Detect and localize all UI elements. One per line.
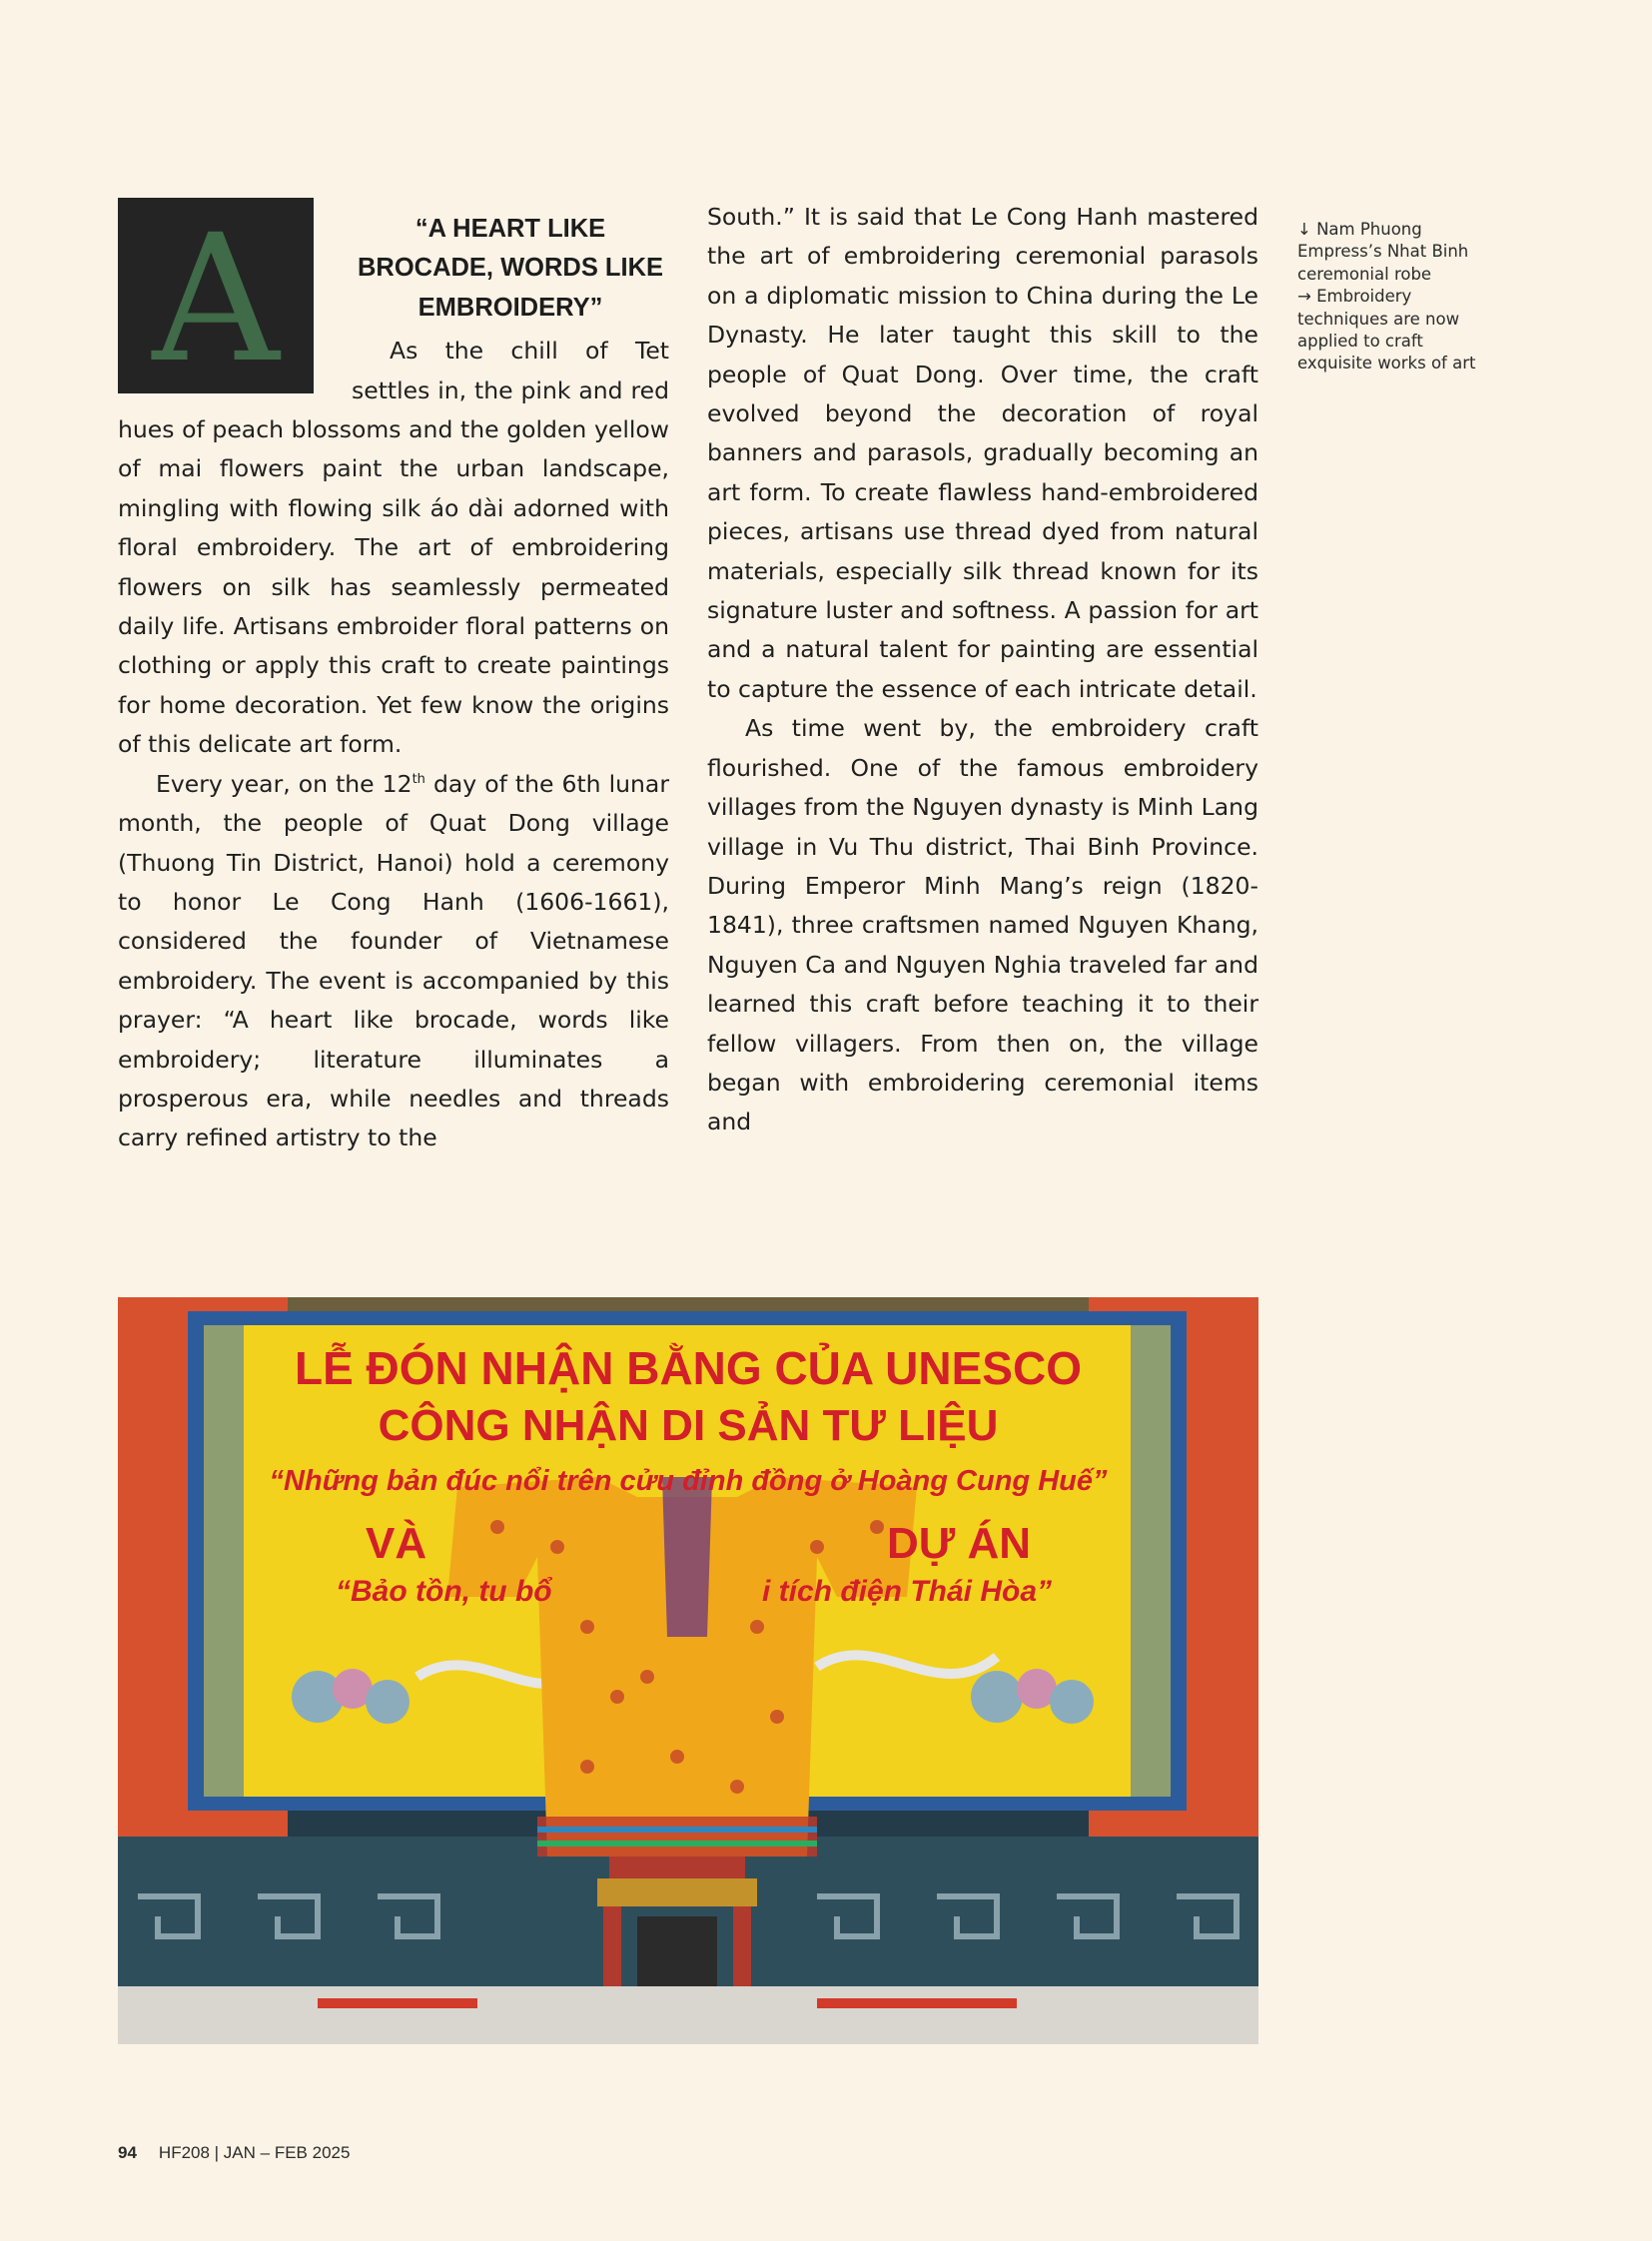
drop-cap-letter: A [152,197,280,401]
article-column-1 [118,198,669,1158]
paragraph: As the chill of Tet settles in, the pink and red hues of peach blossoms and the golden yellow of mai flowers paint the urban landscape, mingling with flowing silk áo dài adorned with floral embroidery. The art of embroidering flowers on silk has seamlessly permeated daily life. Artisans embroider floral patterns on clothing or apply this craft to create paintings for home decoration. Yet few know the origins of this delicate art form. [118,337,669,759]
banner-line: i tích điện Thái Hòa” [762,1575,1053,1608]
photo-caption [1297,219,1487,375]
banner-line: “Bảo tồn, tu bổ [336,1575,552,1608]
banner-line: LỄ ĐÓN NHẬN BẰNG CỦA UNESCO [295,1342,1082,1394]
ordinal-suffix: th [412,771,425,787]
page-footer [118,2143,350,2163]
issue-info: HF208 | JAN – FEB 2025 [158,2143,351,2162]
caption-line: → Embroidery techniques are now applied to craft exquisite works of art [1297,287,1476,374]
paragraph: South.” It is said that Le Cong Hanh mastered the art of embroidering ceremonial parasols on a diplomatic mission to China during the Le Dynasty. He later taught this skill to the people of Quat Dong. Over time, the craft evolved beyond the decoration of royal banners and parasols, gradually becoming an art form. To create flawless hand-embroidered pieces, artisans use thread dyed from natural materials, especially silk thread known for its signature luster and softness. A passion for art and a natural talent for painting are essential to capture the essence of each intricate detail. [707,203,1258,703]
robe-photo [118,1297,1258,2044]
paragraph-text: day of the 6th lunar month, the people of Quat Dong village (Thuong Tin District, Hanoi) hold a ceremony to honor Le Cong Hanh (1606-1661), considered the founder of Vietnamese embroidery. The event is accompanied by this prayer: “A heart like brocade, words like embroidery; literature illuminates a prosperous era, while needles and threads carry refined artistry to the [118,769,669,1152]
banner-line: CÔNG NHẬN DI SẢN TƯ LIỆU [378,1401,999,1450]
paragraph [118,765,669,1158]
banner-line: VÀ [366,1519,427,1568]
paragraph-text: Every year, on the 12 [156,769,413,798]
wooden-stand [609,1857,745,1878]
caption-line: ↓ Nam Phuong Empress’s Nhat Binh ceremonial robe [1297,220,1469,284]
drop-cap [118,197,314,401]
page-number: 94 [118,2143,137,2162]
section-heading: “A HEART LIKE BROCADE, WORDS LIKE EMBROIDERY” [358,215,663,322]
paragraph: As time went by, the embroidery craft flourished. One of the famous embroidery villages from the Nguyen dynasty is Minh Lang village in Vu Thu district, Thai Binh Province. During Emperor Minh Mang’s reign (1820-1841), three craftsmen named Nguyen Khang, Nguyen Ca and Nguyen Nghia traveled far and learned this craft before teaching it to their fellow villagers. From then on, the village began with embroidering ceremonial items and [707,714,1258,1136]
banner-line: DỰ ÁN [887,1519,1032,1568]
floor [118,1986,1258,2044]
article-column-2 [707,198,1258,1142]
banner-line: “Những bản đúc nổi trên cửu đỉnh đồng ở Hoàng Cung Huế” [269,1465,1108,1497]
